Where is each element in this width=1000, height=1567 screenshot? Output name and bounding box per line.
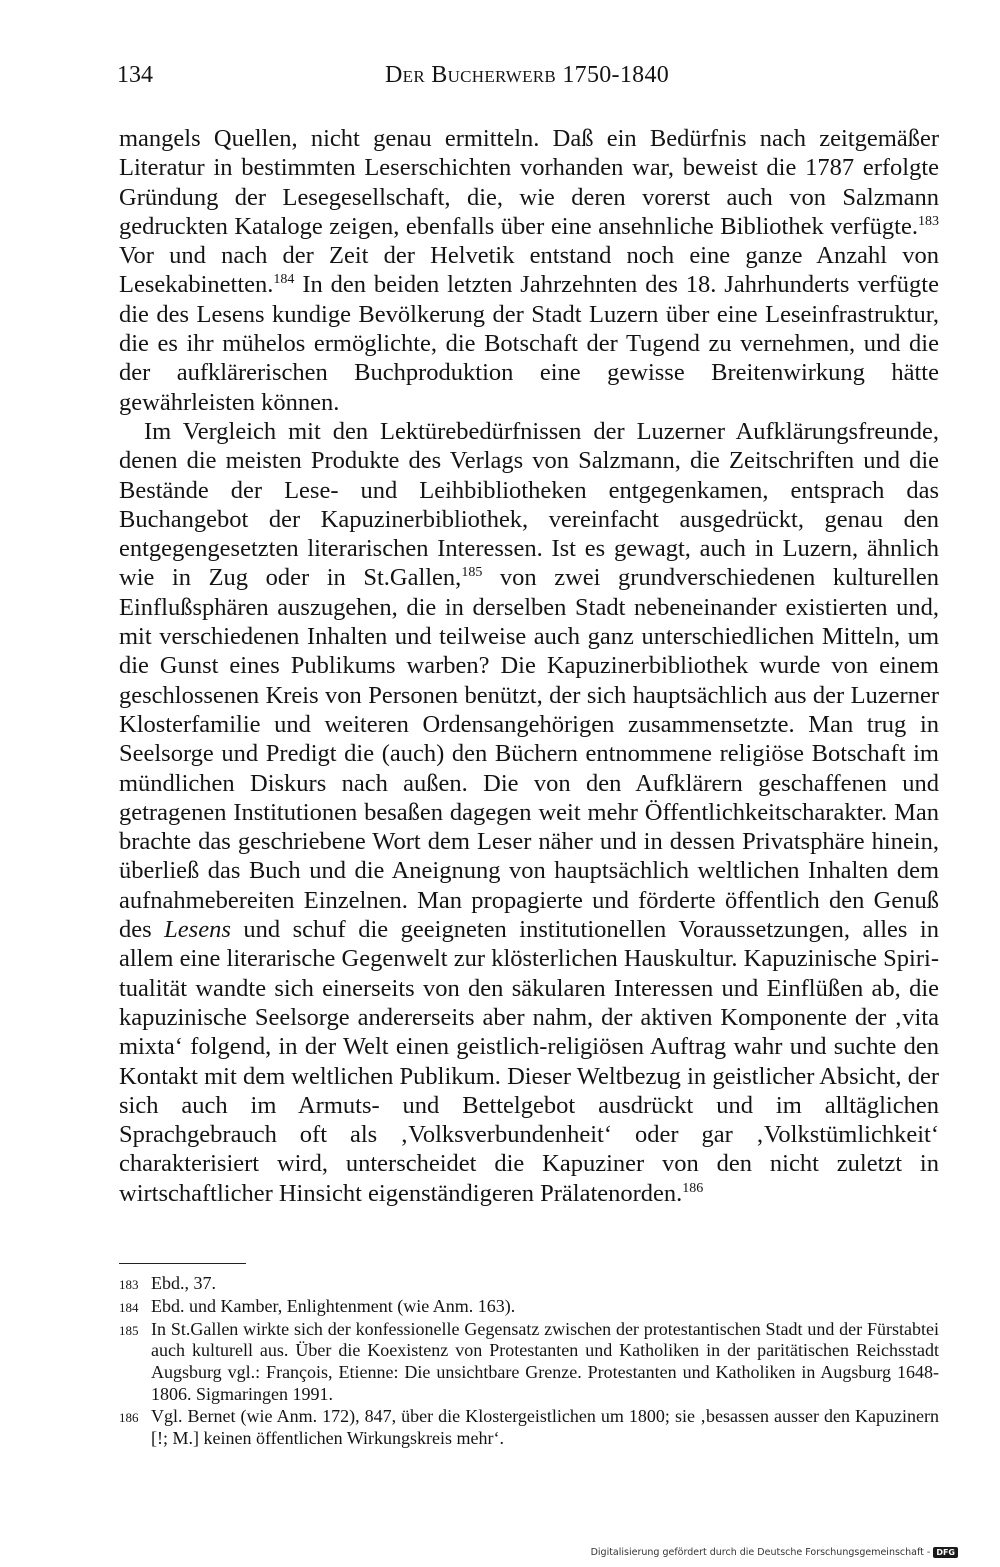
paragraph-2-emphasis: Lesens <box>164 916 231 944</box>
credit-text: Digitalisierung gefördert durch die Deutsche Forschungsgemeinschaft - <box>590 1547 931 1558</box>
footnote-ref-183: 183 <box>918 213 939 229</box>
footnote-ref-184: 184 <box>273 272 295 288</box>
footnote-186 <box>119 1406 939 1450</box>
footnotes <box>119 1273 939 1449</box>
paragraph-2 <box>119 417 939 1208</box>
footnote-184 <box>119 1296 939 1319</box>
paragraph-1-part-a: mangels Quellen, nicht genau ermitteln. Daß ein Bedürfnis nach zeitgemäßer Literatur in bestimmten Leserschichten vorhanden war, beweist die 1787 erfolgte Gründung der Lesegesellschaft, die, wie deren vorerst auch von Salzmann gedruckten Kataloge zeigen, ebenfalls über eine ansehnliche Bibliothek verfügte. <box>119 125 939 240</box>
footnote-185 <box>119 1319 939 1406</box>
footnote-number: 183 <box>119 1277 139 1292</box>
page-number: 134 <box>117 62 153 88</box>
footnote-text: Ebd., 37. <box>151 1273 216 1293</box>
footnote-183 <box>119 1273 939 1296</box>
dfg-logo-icon: DFG <box>933 1547 958 1558</box>
footnote-number: 185 <box>119 1322 139 1338</box>
paragraph-2-part-a: Im Vergleich mit den Lektürebedürfnissen der Luzerner Aufklärungsfreunde, denen die meisten Produkte des Verlags von Salzmann, die Zeitschriften und die Bestände der Lese- und Leihbibliotheken entgegenkamen, entsprach das Buchangebot der Kapuzinerbibliothek, vereinfacht ausgedrückt, genau den entgegengesetzten literarischen Interessen. Ist es gewagt, auch in Luzern, ähnlich wie in Zug oder in St.Gallen, <box>119 417 939 592</box>
footnote-text: Ebd. und Kamber, Enlightenment (wie Anm. 163). <box>151 1295 516 1316</box>
footnote-ref-185: 185 <box>461 565 483 581</box>
footnote-ref-186: 186 <box>682 1180 704 1196</box>
footnote-separator <box>119 1263 246 1264</box>
footnote-text: In St.Gallen wirkte sich der konfessionelle Gegensatz zwischen der protestantischen Stadt und der Fürstabtei auch kulturell aus. Über die Koexistenz von Protestanten und Katholiken in der paritätischen Reichsstadt Augsburg vgl.: François, Etienne: Die unsichtbare Grenze. Protestanten und Katholiken in Augsburg 1648-1806. Sigmaringen 1991. <box>151 1318 939 1404</box>
paragraph-1 <box>119 124 939 417</box>
footnote-number: 184 <box>119 1299 139 1315</box>
paragraph-2-part-c: und schuf die geeigneten institutionellen Voraussetzungen, alles in allem eine literarische Gegenwelt zur klösterlichen Hauskultur. Kapuzinische Spiritualität wandte sich einerseits von den säkularen Interessen und Einflüßen ab, die kapuzinische Seelsorge andererseits aber nahm, der aktiven Komponente der ‚vita mixta‘ folgend, in der Welt einen geistlich-religiösen Auftrag wahr und suchte den Kontakt mit dem weltlichen Publikum. Dieser Weltbezug in geistlicher Absicht, der sich auch im Armuts- und Bettelgebot ausdrückt und im alltäglichen Sprachgebrauch oft als ‚Volksverbundenheit‘ oder gar ‚Volkstümlichkeit‘ charakterisiert wird, unterscheidet die Kapuziner von den nicht zuletzt in wirtschaftlicher Hinsicht eigenständigeren Prälatenorden. <box>119 916 939 1207</box>
paragraph-1-part-c: In den beiden letzten Jahrzehnten des 18. Jahrhunderts verfügte die des Lesens kundige Bevölkerung der Stadt Luzern über eine Leseinfrastruktur, die es ihr mühelos ermöglichte, die Botschaft der Tugend zu vernehmen, und die der aufklärerischen Buchproduktion eine gewisse Breitenwirkung hätte gewährleisten können. <box>119 271 939 416</box>
footnote-text: Vgl. Bernet (wie Anm. 172), 847, über die Klostergeistlichen um 1800; sie ‚besassen ausser den Kapuzinern [!; M.] keinen öffentlichen Wirkungskreis mehr‘. <box>151 1405 939 1448</box>
paragraph-1-part-b: Vor und nach der Zeit der Helvetik entstand noch eine ganze Anzahl von Lesekabinetten. <box>119 242 939 299</box>
running-head: Der Bucherwerb 1750-1840 <box>385 62 670 88</box>
paragraph-2-part-b: von zwei grundverschiedenen kulturellen Einflußsphären auszugehen, die in derselben Stadt nebeneinander existierten und, mit verschiedenen Inhalten und teilweise auch ganz unterschiedlichen Mitteln, um die Gunst eines Publikums warben? Die Kapuzinerbibliothek wurde von einem geschlossenen Kreis von Personen benützt, der sich hauptsächlich aus der Luzerner Klosterfamilie und weiteren Ordensangehörigen zusammensetzte. Man trug in Seelsorge und Predigt die (auch) den Büchern entnommene religiöse Botschaft im mündlichen Diskurs nach außen. Die von den Aufklärern geschaffenen und getragenen Institutionen besaßen dagegen weit mehr Öffentlichkeitscharakter. Man brachte das geschriebene Wort dem Leser näher und in dessen Privatsphäre hinein, überließ das Buch und die Aneignung von hauptsächlich weltlichen Inhalten dem aufnahmebereiten Einzelnen. Man propagierte und förderte öffentlich den Genuß des <box>119 564 939 944</box>
body-text <box>119 124 939 1208</box>
footnote-number: 186 <box>119 1409 139 1425</box>
digitization-credit <box>591 1547 958 1558</box>
